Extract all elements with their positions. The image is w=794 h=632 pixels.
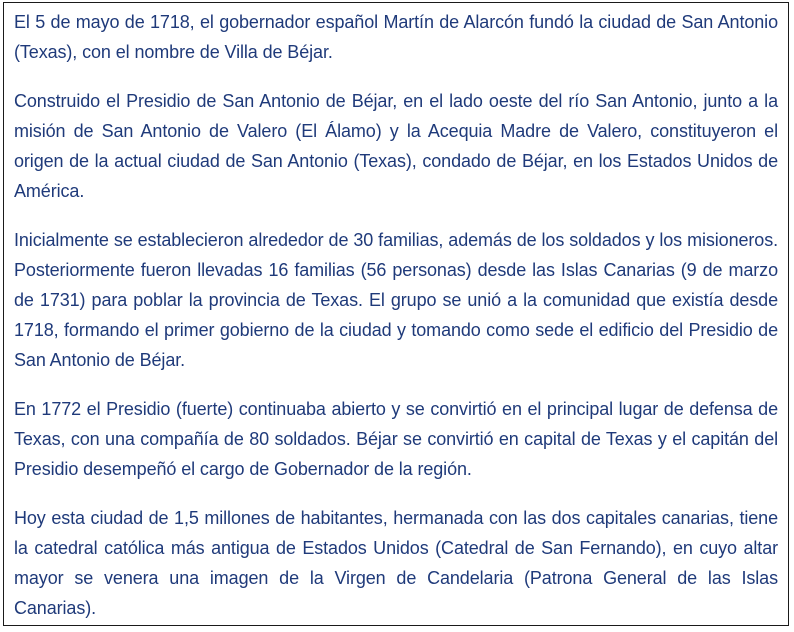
paragraph-present-day: Hoy esta ciudad de 1,5 millones de habitantes, hermanada con las dos capitales canarias, tiene la catedral católica más antigua de Estados Unidos (Catedral de San Fernando), en cuyo altar mayor se venera una imagen de la Virgen de Candelaria (Patrona General de las Islas Canarias). — [14, 508, 778, 618]
document-text-box — [3, 2, 789, 626]
paragraph-presidio-origin: Construido el Presidio de San Antonio de Béjar, en el lado oeste del río San Antonio, junto a la misión de San Antonio de Valero (El Álamo) y la Acequia Madre de Valero, constituyeron el origen de la actual ciudad de San Antonio (Texas), condado de Béjar, en los Estados Unidos de América. — [14, 91, 778, 201]
paragraph-1772-defense: En 1772 el Presidio (fuerte) continuaba abierto y se convirtió en el principal lugar de defensa de Texas, con una compañía de 80 soldados. Béjar se convirtió en capital de Texas y el capitán del Presidio desempeñó el cargo de Gobernador de la región. — [14, 399, 778, 479]
paragraph-founding: El 5 de mayo de 1718, el gobernador español Martín de Alarcón fundó la ciudad de San Antonio (Texas), con el nombre de Villa de Béjar. — [14, 12, 778, 62]
paragraph-canary-families: Inicialmente se establecieron alrededor de 30 familias, además de los soldados y los misioneros. Posteriormente fueron llevadas 16 familias (56 personas) desde las Islas Canarias (9 de marzo de 1731) para poblar la provincia de Texas. El grupo se unió a la comunidad que existía desde 1718, formando el primer gobierno de la ciudad y tomando como sede el edificio del Presidio de San Antonio de Béjar. — [14, 230, 778, 370]
